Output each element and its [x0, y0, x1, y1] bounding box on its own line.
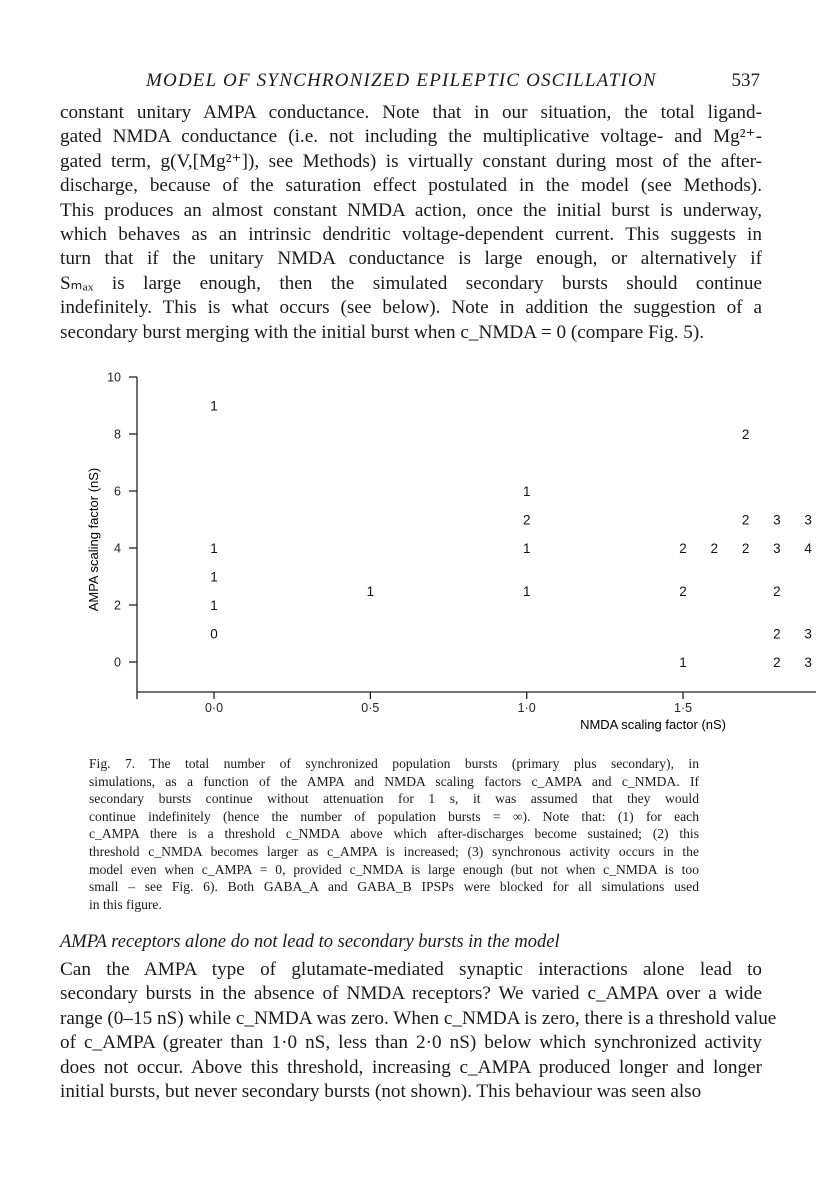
y-tick-label: 6 — [114, 484, 121, 499]
text-line: initial bursts, but never secondary bursts (not shown). This behaviour was seen also — [60, 1081, 702, 1103]
y-tick-label: 2 — [114, 598, 121, 613]
data-point-label: 1 — [366, 583, 375, 599]
text-line: indefinitely. This is what occurs (see below). Note in addition the suggestion of a — [60, 297, 762, 319]
data-point-label: 1 — [210, 569, 218, 585]
x-tick-label: 1·5 — [674, 701, 693, 715]
running-title: MODEL OF SYNCHRONIZED EPILEPTIC OSCILLATION — [146, 70, 657, 91]
text-line: Sₘₐₓ is large enough, then the simulated secondary bursts should continue — [60, 272, 762, 294]
data-point-label: 3 — [773, 512, 781, 528]
x-axis-label: NMDA scaling factor (nS) — [580, 717, 727, 732]
data-point-label: 1 — [679, 655, 687, 670]
paragraph-bottom — [60, 958, 777, 1104]
data-point-label: 2 — [773, 655, 781, 670]
page-number: 537 — [731, 70, 760, 91]
y-tick-label: 0 — [114, 655, 121, 670]
section-heading: AMPA receptors alone do not lead to secondary bursts in the model — [60, 932, 560, 952]
text-line: constant unitary AMPA conductance. Note that in our situation, the total ligand- — [60, 102, 762, 123]
y-tick-label: 8 — [114, 427, 121, 442]
data-point-label: 3 — [804, 512, 812, 528]
data-point-label: 2 — [522, 512, 531, 528]
data-point-label: 2 — [679, 583, 687, 599]
data-point-label: 2 — [679, 541, 687, 556]
caption-line: continue indefinitely (hence the number of population bursts = ∞). Note that: (1) for each — [89, 808, 699, 824]
text-line: of c_AMPA (greater than 1·0 nS, less than 2·0 nS) below which synchronized activity — [60, 1032, 762, 1054]
text-line: does not occur. Above this threshold, increasing c_AMPA produced longer and longer — [60, 1056, 762, 1078]
data-point-label: 2 — [741, 427, 750, 442]
caption-line: simulations, as a function of the AMPA and NMDA scaling factors c_AMPA and c_NMDA. If — [89, 773, 699, 789]
data-point-label: 1 — [210, 398, 218, 414]
data-point-label: 3 — [804, 626, 812, 642]
x-tick-label: 0·0 — [204, 701, 224, 715]
text-line: discharge, because of the saturation effect postulated in the model (see Methods). — [60, 175, 762, 197]
x-tick-label: 1·0 — [517, 701, 536, 715]
text-line: which behaves as an intrinsic dendritic voltage-dependent current. This suggests in — [60, 224, 762, 246]
y-tick-label: 10 — [107, 370, 121, 385]
caption-line: small – see Fig. 6). Both GABA_A and GABA_B IPSPs were blocked for all simulations used — [89, 879, 699, 895]
data-point-label: 3 — [773, 541, 781, 556]
caption-line: Fig. 7. The total number of synchronized population bursts (primary plus secondary), in — [89, 756, 699, 771]
data-point-label: 3 — [804, 655, 812, 670]
data-point-label: 4 — [804, 541, 812, 556]
text-line: gated term, g(V,[Mg²⁺]), see Methods) is virtually constant during most of the after- — [60, 150, 762, 172]
data-point-label: 2 — [773, 583, 781, 599]
text-line: This produces an almost constant NMDA action, once the initial burst is underway, — [60, 199, 762, 221]
data-point-label: 1 — [210, 541, 218, 556]
y-tick-label: 4 — [114, 541, 121, 556]
x-tick-label: 0·5 — [361, 701, 380, 715]
data-point-label: 2 — [773, 626, 781, 642]
text-line: secondary bursts in the absence of NMDA receptors? We varied c_AMPA over a wide — [60, 983, 762, 1005]
chart-axes — [137, 377, 816, 699]
data-point-label: 2 — [710, 541, 719, 556]
chart-marks — [210, 399, 816, 671]
caption-line: secondary bursts continue without attenuation for 1 s, it was assumed that they would — [89, 791, 699, 807]
data-point-label: 1 — [522, 484, 531, 499]
caption-line: c_AMPA there is a threshold c_NMDA above which after-discharges become sustained; (2) this — [89, 826, 699, 842]
data-point-label: 1 — [522, 583, 531, 599]
data-point-label: 1 — [210, 598, 218, 613]
data-point-label: 1 — [522, 541, 531, 556]
text-line: secondary burst merging with the initial burst when c_NMDA = 0 (compare Fig. 5). — [60, 321, 705, 343]
text-line: gated NMDA conductance (i.e. not including the multiplicative voltage- and Mg²⁺- — [60, 126, 762, 148]
text-line: Can the AMPA type of glutamate-mediated synaptic interactions alone lead to — [60, 959, 762, 980]
figure-caption — [89, 755, 699, 913]
caption-line: threshold c_NMDA becomes larger as c_AMPA is increased; (3) synchronous activity occurs in the — [89, 843, 699, 859]
text-line: range (0–15 nS) while c_NMDA was zero. When c_NMDA is zero, there is a threshold value — [60, 1007, 777, 1029]
caption-line: in this figure. — [89, 896, 162, 912]
text-line: turn that if the unitary NMDA conductance is large enough, or alternatively if — [60, 248, 762, 270]
caption-line: model even when c_AMPA = 0, provided c_NMDA is large enough (but not when c_NMDA is too — [89, 861, 699, 877]
data-point-label: 2 — [741, 541, 750, 556]
y-axis-label: AMPA scaling factor (nS) — [86, 467, 101, 612]
data-point-label: 0 — [210, 626, 218, 642]
data-point-label: 2 — [741, 512, 750, 528]
